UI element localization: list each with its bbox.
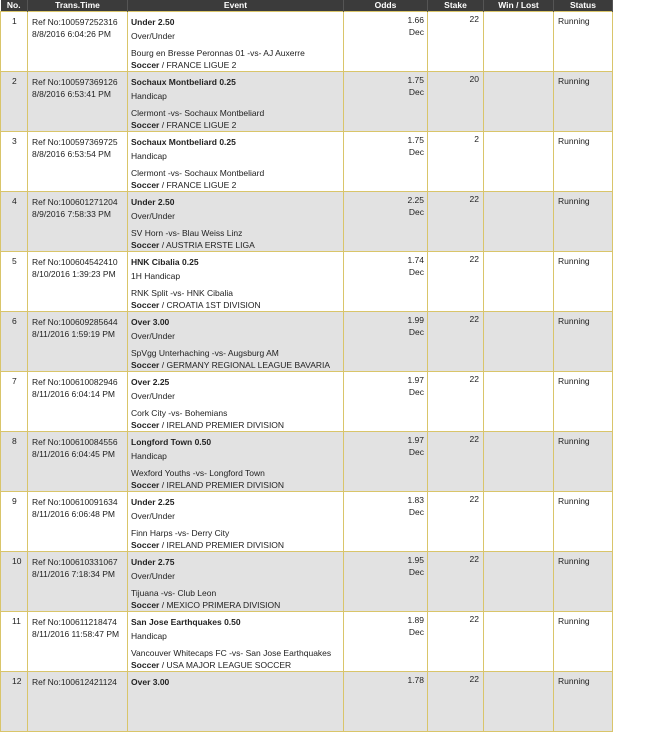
odds-value: 1.89 — [407, 615, 424, 625]
cell-odds — [344, 132, 428, 192]
cell-stake: 22 — [428, 252, 484, 312]
match-name: Clermont -vs- Sochaux Montbeliard — [131, 108, 265, 118]
cell-event — [128, 612, 344, 672]
bet-type: Handicap — [131, 631, 167, 641]
cell-stake: 2 — [428, 132, 484, 192]
league-separator: / — [159, 120, 167, 130]
cell-odds — [344, 12, 428, 72]
sport-league — [131, 359, 343, 371]
match-name — [131, 707, 343, 719]
cell-event — [128, 432, 344, 492]
cell-no: 9 — [1, 492, 28, 552]
cell-win-lost — [484, 552, 554, 612]
bet-type — [131, 690, 343, 707]
bet-selection: Over 3.00 — [131, 677, 170, 687]
cell-event — [128, 552, 344, 612]
league-name: FRANCE LIGUE 2 — [166, 60, 237, 70]
header-event[interactable]: Event — [128, 0, 344, 12]
league-name: AUSTRIA ERSTE LIGA — [165, 240, 255, 250]
cell-stake: 22 — [428, 312, 484, 372]
sport-league — [131, 719, 343, 731]
transaction-time: 8/8/2016 6:04:26 PM — [32, 29, 111, 39]
bet-type: Handicap — [131, 151, 167, 161]
sport-name: Soccer — [131, 360, 160, 370]
cell-odds — [344, 432, 428, 492]
cell-no: 10 — [1, 552, 28, 612]
table-row[interactable] — [1, 132, 613, 192]
table-row[interactable] — [1, 432, 613, 492]
header-odds[interactable]: Odds — [344, 0, 428, 12]
cell-stake: 22 — [428, 612, 484, 672]
odds-value: 1.75 — [407, 75, 424, 85]
bet-type: Handicap — [131, 451, 167, 461]
transaction-time: 8/10/2016 1:39:23 PM — [32, 269, 116, 279]
cell-event — [128, 192, 344, 252]
match-name: Clermont -vs- Sochaux Montbeliard — [131, 168, 265, 178]
match-name: SV Horn -vs- Blau Weiss Linz — [131, 228, 243, 238]
cell-event — [128, 672, 344, 732]
cell-stake: 20 — [428, 72, 484, 132]
league-name: CROATIA 1ST DIVISION — [166, 300, 261, 310]
odds-type: Dec — [408, 207, 424, 217]
cell-status: Running — [554, 312, 613, 372]
odds-type: Dec — [408, 27, 424, 37]
ref-number[interactable]: Ref No:100604542410 — [32, 257, 118, 267]
header-win-lost[interactable]: Win / Lost — [484, 0, 554, 12]
league-name: IRELAND PREMIER DIVISION — [166, 540, 285, 550]
cell-no: 8 — [1, 432, 28, 492]
bet-type: Over/Under — [131, 31, 175, 41]
odds-type: Dec — [408, 507, 424, 517]
bet-type: Over/Under — [131, 511, 175, 521]
cell-status: Running — [554, 612, 613, 672]
table-row[interactable] — [1, 372, 613, 432]
sport-league — [131, 179, 343, 191]
table-header-row — [1, 0, 613, 12]
ref-number[interactable]: Ref No:100610084556 — [32, 437, 118, 447]
sport-league — [131, 599, 343, 611]
match-name: Tijuana -vs- Club Leon — [131, 588, 217, 598]
cell-odds — [344, 672, 428, 732]
sport-name: Soccer — [131, 480, 160, 490]
match-name: Cork City -vs- Bohemians — [131, 408, 228, 418]
bet-selection: Sochaux Montbeliard 0.25 — [131, 77, 236, 87]
odds-type: Dec — [408, 627, 424, 637]
bet-selection: San Jose Earthquakes 0.50 — [131, 617, 241, 627]
bet-selection: Under 2.50 — [131, 197, 175, 207]
cell-event — [128, 252, 344, 312]
header-trans-time[interactable]: Trans.Time — [28, 0, 128, 12]
cell-stake: 22 — [428, 12, 484, 72]
sport-league — [131, 419, 343, 431]
match-name: Finn Harps -vs- Derry City — [131, 528, 230, 538]
match-name: Bourg en Bresse Peronnas 01 -vs- AJ Auxerre — [131, 48, 305, 58]
cell-odds — [344, 252, 428, 312]
league-separator: / — [159, 600, 167, 610]
league-separator: / — [159, 300, 167, 310]
cell-status: Running — [554, 552, 613, 612]
league-name: USA MAJOR LEAGUE SOCCER — [166, 660, 292, 670]
sport-league — [131, 239, 343, 251]
cell-trans-time — [28, 192, 128, 252]
transaction-time: 8/11/2016 6:06:48 PM — [32, 509, 116, 519]
odds-type: Dec — [408, 567, 424, 577]
sport-league — [131, 659, 343, 671]
cell-odds — [344, 552, 428, 612]
league-name: MEXICO PRIMERA DIVISION — [166, 600, 281, 610]
odds-type: Dec — [408, 447, 424, 457]
cell-no: 6 — [1, 312, 28, 372]
cell-status: Running — [554, 672, 613, 732]
bet-type: Over/Under — [131, 331, 175, 341]
sport-name: Soccer — [131, 120, 160, 130]
cell-status: Running — [554, 372, 613, 432]
league-separator: / — [159, 420, 167, 430]
table-row[interactable] — [1, 492, 613, 552]
cell-status: Running — [554, 432, 613, 492]
league-name: FRANCE LIGUE 2 — [166, 120, 237, 130]
cell-no: 5 — [1, 252, 28, 312]
cell-event — [128, 372, 344, 432]
cell-no: 1 — [1, 12, 28, 72]
cell-trans-time — [28, 72, 128, 132]
odds-value: 1.95 — [407, 555, 424, 565]
sport-name: Soccer — [131, 240, 160, 250]
match-name: Wexford Youths -vs- Longford Town — [131, 468, 265, 478]
bet-selection: Over 2.25 — [131, 377, 170, 387]
cell-win-lost — [484, 252, 554, 312]
match-name: RNK Split -vs- HNK Cibalia — [131, 288, 234, 298]
bet-type: 1H Handicap — [131, 271, 181, 281]
transaction-time: 8/8/2016 6:53:41 PM — [32, 89, 111, 99]
cell-trans-time — [28, 12, 128, 72]
sport-name: Soccer — [131, 180, 160, 190]
odds-value: 1.97 — [407, 375, 424, 385]
cell-trans-time — [28, 132, 128, 192]
league-name: IRELAND PREMIER DIVISION — [166, 480, 285, 490]
odds-value: 2.25 — [407, 195, 424, 205]
cell-win-lost — [484, 432, 554, 492]
ref-number[interactable]: Ref No:100601271204 — [32, 197, 118, 207]
league-separator: / — [159, 60, 167, 70]
odds-type: Dec — [408, 327, 424, 337]
cell-odds — [344, 312, 428, 372]
bet-selection: Over 3.00 — [131, 317, 170, 327]
cell-trans-time — [28, 252, 128, 312]
league-name: FRANCE LIGUE 2 — [166, 180, 237, 190]
sport-league — [131, 299, 343, 311]
cell-stake: 22 — [428, 492, 484, 552]
table-row[interactable] — [1, 192, 613, 252]
league-separator: / — [159, 360, 167, 370]
ref-number[interactable]: Ref No:100609285644 — [32, 317, 118, 327]
cell-event — [128, 132, 344, 192]
odds-value: 1.74 — [407, 255, 424, 265]
cell-stake: 22 — [428, 192, 484, 252]
cell-no: 12 — [1, 672, 28, 732]
odds-type: Dec — [408, 267, 424, 277]
transaction-time: 8/9/2016 7:58:33 PM — [32, 209, 111, 219]
cell-win-lost — [484, 612, 554, 672]
sport-name: Soccer — [131, 540, 160, 550]
table-row[interactable] — [1, 12, 613, 72]
cell-trans-time — [28, 372, 128, 432]
ref-number[interactable]: Ref No:100610091634 — [32, 497, 118, 507]
ref-number[interactable]: Ref No:100597369126 — [32, 77, 118, 87]
cell-win-lost — [484, 372, 554, 432]
cell-no: 2 — [1, 72, 28, 132]
cell-stake: 22 — [428, 372, 484, 432]
sport-league — [131, 119, 343, 131]
transaction-time: 8/11/2016 6:04:14 PM — [32, 389, 116, 399]
bets-table-body — [1, 12, 613, 732]
odds-value: 1.83 — [407, 495, 424, 505]
header-no[interactable]: No. — [1, 0, 28, 12]
odds-value: 1.97 — [407, 435, 424, 445]
odds-type: Dec — [408, 147, 424, 157]
cell-no: 3 — [1, 132, 28, 192]
odds-value: 1.78 — [407, 675, 424, 685]
transaction-time: 8/11/2016 7:18:34 PM — [32, 569, 116, 579]
bet-selection: Under 2.50 — [131, 17, 175, 27]
cell-trans-time — [28, 672, 128, 732]
ref-number[interactable]: Ref No:100611218474 — [32, 617, 117, 627]
cell-win-lost — [484, 72, 554, 132]
sport-name: Soccer — [131, 300, 160, 310]
bet-selection: Under 2.75 — [131, 557, 175, 567]
cell-event — [128, 492, 344, 552]
sport-league — [131, 539, 343, 551]
cell-event — [128, 312, 344, 372]
odds-value: 1.99 — [407, 315, 424, 325]
sport-name: Soccer — [131, 420, 160, 430]
transaction-time: 8/11/2016 6:04:45 PM — [32, 449, 116, 459]
sport-league — [131, 479, 343, 491]
bet-type: Over/Under — [131, 571, 175, 581]
table-row[interactable] — [1, 672, 613, 732]
cell-stake: 22 — [428, 552, 484, 612]
table-row[interactable] — [1, 612, 613, 672]
table-row[interactable] — [1, 312, 613, 372]
bet-type: Handicap — [131, 91, 167, 101]
cell-odds — [344, 612, 428, 672]
sport-name: Soccer — [131, 60, 160, 70]
league-separator: / — [159, 660, 167, 670]
cell-win-lost — [484, 192, 554, 252]
cell-win-lost — [484, 672, 554, 732]
ref-number[interactable]: Ref No:100597369725 — [32, 137, 118, 147]
league-separator: / — [159, 240, 166, 250]
league-name: IRELAND PREMIER DIVISION — [166, 420, 285, 430]
cell-win-lost — [484, 132, 554, 192]
ref-number[interactable]: Ref No:100610082946 — [32, 377, 118, 387]
league-separator: / — [159, 480, 167, 490]
cell-status: Running — [554, 132, 613, 192]
cell-odds — [344, 492, 428, 552]
cell-trans-time — [28, 432, 128, 492]
cell-no: 7 — [1, 372, 28, 432]
header-stake[interactable]: Stake — [428, 0, 484, 12]
bet-type: Over/Under — [131, 211, 175, 221]
cell-status: Running — [554, 252, 613, 312]
cell-win-lost — [484, 492, 554, 552]
table-row[interactable] — [1, 552, 613, 612]
transaction-time: 8/11/2016 11:58:47 PM — [32, 629, 120, 639]
sport-name: Soccer — [131, 600, 160, 610]
bet-selection: Under 2.25 — [131, 497, 175, 507]
league-separator: / — [159, 180, 167, 190]
league-separator: / — [159, 540, 167, 550]
ref-number[interactable]: Ref No:100610331067 — [32, 557, 118, 567]
cell-win-lost — [484, 12, 554, 72]
sport-league — [131, 59, 343, 71]
match-name: Vancouver Whitecaps FC -vs- San Jose Earthquakes — [131, 648, 332, 658]
ref-number[interactable]: Ref No:100612421124 — [32, 677, 117, 687]
cell-trans-time — [28, 492, 128, 552]
table-row[interactable] — [1, 72, 613, 132]
match-name: SpVgg Unterhaching -vs- Augsburg AM — [131, 348, 279, 358]
odds-type: Dec — [408, 387, 424, 397]
transaction-time: 8/11/2016 1:59:19 PM — [32, 329, 116, 339]
table-row[interactable] — [1, 252, 613, 312]
cell-status: Running — [554, 12, 613, 72]
cell-odds — [344, 372, 428, 432]
cell-stake: 22 — [428, 672, 484, 732]
cell-no: 4 — [1, 192, 28, 252]
cell-status: Running — [554, 492, 613, 552]
cell-odds — [344, 72, 428, 132]
cell-stake: 22 — [428, 432, 484, 492]
cell-trans-time — [28, 312, 128, 372]
cell-status: Running — [554, 72, 613, 132]
transaction-time: 8/8/2016 6:53:54 PM — [32, 149, 111, 159]
bet-selection: HNK Cibalia 0.25 — [131, 257, 199, 267]
cell-event — [128, 72, 344, 132]
bet-selection: Longford Town 0.50 — [131, 437, 212, 447]
cell-event — [128, 12, 344, 72]
cell-trans-time — [28, 612, 128, 672]
cell-odds — [344, 192, 428, 252]
sport-name: Soccer — [131, 660, 160, 670]
bet-selection: Sochaux Montbeliard 0.25 — [131, 137, 236, 147]
cell-status: Running — [554, 192, 613, 252]
odds-type: Dec — [408, 87, 424, 97]
ref-number[interactable]: Ref No:100597252316 — [32, 17, 118, 27]
league-name: GERMANY REGIONAL LEAGUE BAVARIA — [166, 360, 331, 370]
odds-value: 1.66 — [407, 15, 424, 25]
bet-type: Over/Under — [131, 391, 175, 401]
cell-trans-time — [28, 552, 128, 612]
header-status[interactable]: Status — [554, 0, 613, 12]
cell-win-lost — [484, 312, 554, 372]
cell-no: 11 — [1, 612, 28, 672]
odds-value: 1.75 — [407, 135, 424, 145]
